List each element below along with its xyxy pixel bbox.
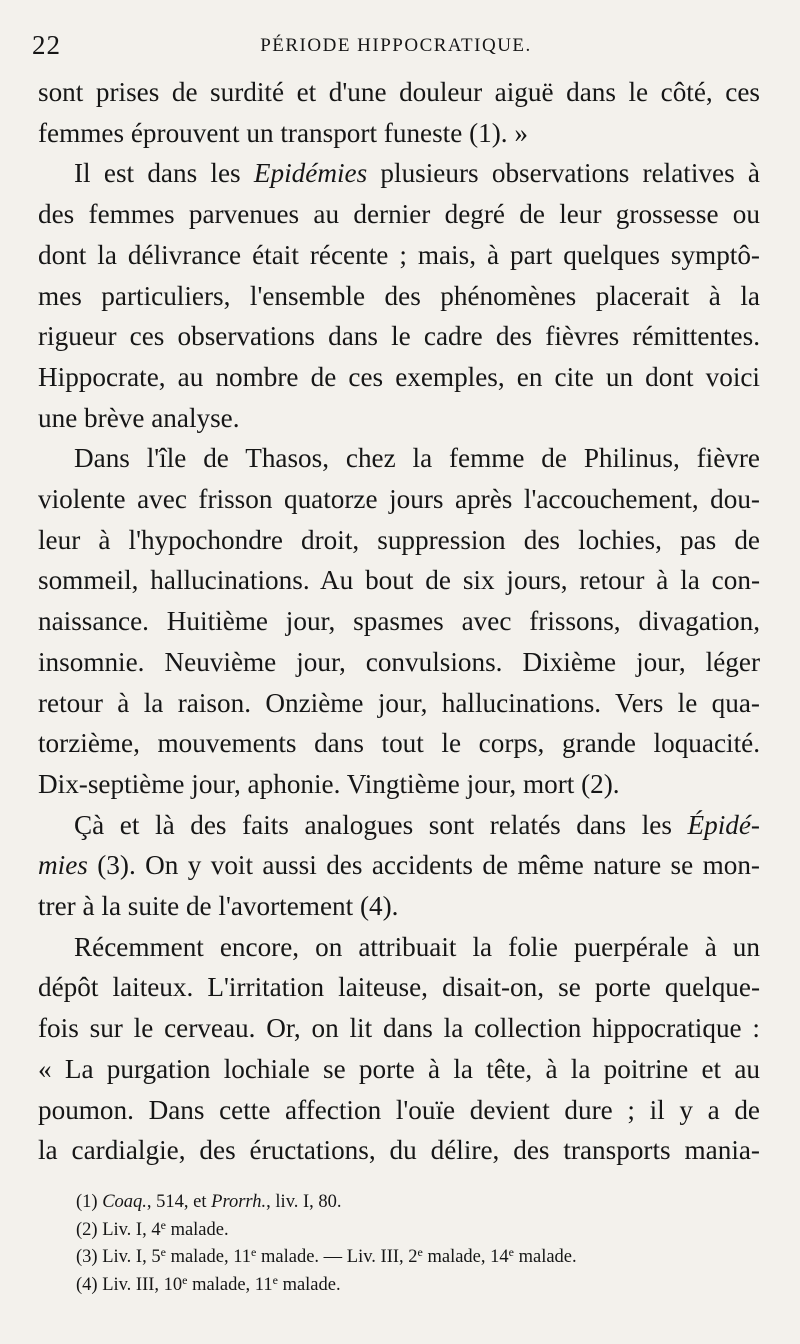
footnote-text: (3) Liv. I, 5 [76,1247,161,1267]
italic-title: mies [38,850,88,881]
text-line: sont prises de surdité et d'une douleur aiguë dans le côté, ces [38,77,760,107]
text-line [38,153,760,194]
text-line: insomnie. Neuvième jour, convulsions. Dixième jour, léger [38,646,760,677]
footnote-text: malade, 11 [165,1247,252,1267]
footnote-sup: e [182,1272,188,1287]
footnote [76,1244,736,1272]
footnote-sup: e [160,1217,166,1232]
text-line: la cardialgie, des éructations, du délire, des transports mania- [38,1135,760,1166]
footnote-text: malade, 11 [187,1274,273,1295]
text-line: des femmes parvenues au dernier degré de leur grossesse ou [38,199,760,230]
footnote-text: (4) Liv. III, 10 [76,1274,183,1295]
footnote-sup: e [272,1272,278,1287]
text-line [38,805,760,846]
text-line: fois sur le cerveau. Or, on lit dans la collection hippocratique : [38,1013,760,1044]
text-fragment: Çà et là des faits analogues sont relatés dans les [74,809,688,840]
text-fragment: Il est dans les [74,158,254,189]
text-line: « La purgation lochiale se porte à la tête, à la poitrine et au [38,1053,760,1084]
text-line: une brève analyse. [38,402,240,433]
footnote [76,1217,736,1245]
text-fragment: (3). On y voit aussi des accidents de même nature se mon- [87,850,760,881]
text-line: trer à la suite de l'avortement (4). [38,891,399,922]
footnotes [76,1189,736,1299]
page-header [32,30,760,66]
text-line: retour à la raison. Onzième jour, hallucinations. Vers le qua- [38,687,760,718]
text-line: mes particuliers, l'ensemble des phénomènes placerait à la [38,280,760,311]
text-line: Hippocrate, au nombre de ces exemples, en cite un dont voici [38,361,760,392]
footnote-italic: Coaq. [102,1192,147,1212]
text-line: rigueur ces observations dans le cadre des fièvres rémittentes. [38,321,760,352]
body-text [38,72,760,1171]
footnote-text: , 514, et [146,1192,212,1212]
text-line: leur à l'hypochondre droit, suppression des lochies, pas de [38,524,760,555]
footnote-text: malade. [277,1274,341,1295]
text-line: Dix-septième jour, aphonie. Vingtième jour, mort (2). [38,768,620,799]
footnote-text: malade. [165,1219,229,1240]
footnote-mark: (1) [76,1192,98,1212]
footnote [76,1189,736,1217]
footnote-sup: e [251,1245,257,1259]
footnote-text: , liv. I, 80. [266,1192,342,1212]
footnote [76,1272,736,1300]
footnote-italic: Prorrh. [211,1192,267,1212]
footnote-text: malade. — Liv. III, 2 [256,1247,418,1267]
footnote-sup: e [417,1245,423,1259]
italic-title: Épidé- [687,809,760,840]
italic-title: Epidémies [253,158,368,189]
text-line: sommeil, hallucinations. Au bout de six jours, retour à la con- [38,565,760,596]
page-number: 22 [32,30,61,60]
text-line: dépôt laiteux. L'irritation laiteuse, disait-on, se porte quelque- [38,972,760,1003]
running-title: PÉRIODE HIPPOCRATIQUE. [260,35,532,56]
text-line [38,845,760,886]
text-line: Dans l'île de Thasos, chez la femme de Philinus, fièvre [74,443,760,474]
text-fragment: plusieurs observations relatives à [367,158,760,189]
footnote-text: (2) Liv. I, 4 [76,1219,161,1240]
footnote-sup: e [508,1245,514,1259]
text-line: violente avec frisson quatorze jours après l'accouchement, dou- [38,484,760,515]
footnote-sup: e [160,1245,166,1259]
text-line: dont la délivrance était récente ; mais, à part quelques symptô- [38,239,760,270]
text-line: poumon. Dans cette affection l'ouïe devient dure ; il y a de [38,1094,760,1125]
text-line: femmes éprouvent un transport funeste (1). » [38,117,528,148]
text-line: torzième, mouvements dans tout le corps, grande loquacité. [38,728,760,759]
text-line: naissance. Huitième jour, spasmes avec frissons, divagation, [38,606,760,637]
text-line: Récemment encore, on attribuait la folie puerpérale à un [74,931,760,962]
footnote-text: malade, 14 [422,1247,509,1267]
footnote-text: malade. [513,1247,577,1267]
